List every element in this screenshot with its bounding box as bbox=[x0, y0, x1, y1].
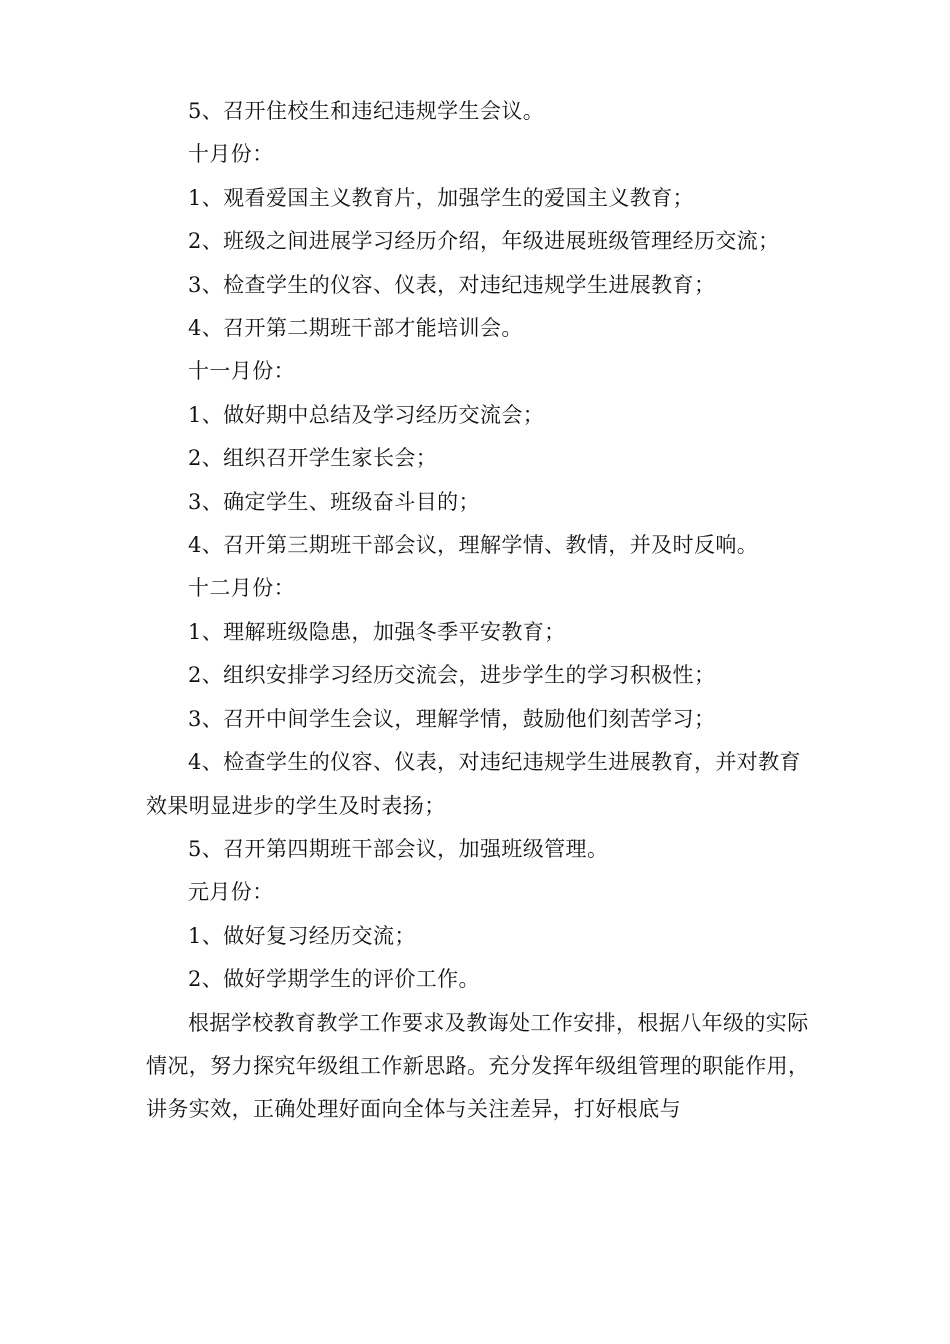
list-item-sep-5: 5、召开住校生和违纪违规学生会议。 bbox=[188, 99, 545, 123]
body-paragraph: 根据学校教育教学工作要求及教诲处工作安排，根据八年级的实际情况，努力探究年级组工作新思路。充分发挥年级组管理的职能作用，讲务实效，正确处理好面向全体与关注差异，打好根底与 bbox=[146, 1010, 810, 1122]
section-heading-october: 十月份： bbox=[188, 142, 274, 167]
section-heading-november: 十一月份： bbox=[188, 359, 295, 384]
list-item-dec-4: 4、检查学生的仪容、仪表，对违纪违规学生进展教育，并对教育效果明显进步的学生及时表扬； bbox=[146, 750, 801, 818]
list-item-dec-1: 1、理解班级隐患，加强冬季平安教育； bbox=[188, 619, 566, 644]
list-item-oct-4: 4、召开第二期班干部才能培训会。 bbox=[188, 316, 523, 341]
list-item-oct-3: 3、检查学生的仪容、仪表，对违纪违规学生进展教育； bbox=[188, 272, 716, 297]
list-item-dec-2: 2、组织安排学习经历交流会，进步学生的学习积极性； bbox=[188, 663, 716, 688]
section-heading-december: 十二月份： bbox=[188, 576, 295, 601]
list-item-dec-5: 5、召开第四期班干部会议，加强班级管理。 bbox=[188, 836, 609, 861]
list-item-dec-3: 3、召开中间学生会议，理解学情，鼓励他们刻苦学习； bbox=[188, 706, 716, 731]
list-item-jan-2: 2、做好学期学生的评价工作。 bbox=[188, 967, 480, 992]
list-item-nov-3: 3、确定学生、班级奋斗目的； bbox=[188, 489, 480, 514]
list-item-nov-2: 2、组织召开学生家长会； bbox=[188, 446, 438, 471]
list-item-nov-1: 1、做好期中总结及学习经历交流会； bbox=[188, 402, 545, 427]
list-item-jan-1: 1、做好复习经历交流； bbox=[188, 923, 416, 948]
list-item-oct-1: 1、观看爱国主义教育片，加强学生的爱国主义教育； bbox=[188, 185, 694, 210]
section-heading-january: 元月份： bbox=[188, 880, 274, 905]
list-item-nov-4: 4、召开第三期班干部会议，理解学情、教情，并及时反响。 bbox=[188, 533, 759, 558]
document-body bbox=[146, 90, 810, 1132]
list-item-oct-2: 2、班级之间进展学习经历介绍，年级进展班级管理经历交流； bbox=[188, 229, 780, 254]
